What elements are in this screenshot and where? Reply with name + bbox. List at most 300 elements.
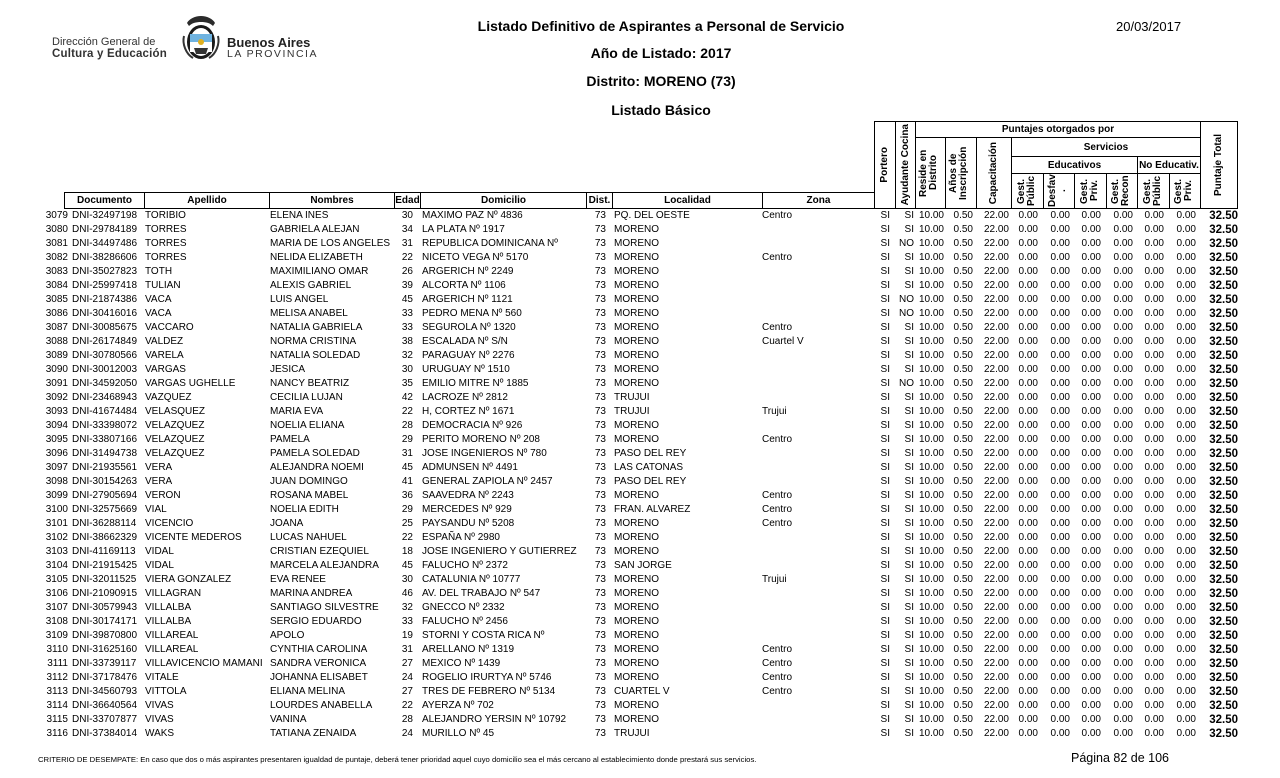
- cell-puntaje-total: 32.50: [1209, 546, 1238, 558]
- cell-gest-recon: 0.00: [1113, 602, 1133, 613]
- cell-gest-public: 0.00: [1018, 546, 1038, 557]
- cell-nombres: JUAN DOMINGO: [270, 476, 348, 487]
- cell-gest-priv: 0.00: [1081, 728, 1101, 739]
- cell-gest-public-2: 0.00: [1144, 476, 1164, 487]
- cell-capacitacion: 22.00: [983, 252, 1009, 263]
- cell-capacitacion: 22.00: [983, 294, 1009, 305]
- cell-gest-public: 0.00: [1018, 448, 1038, 459]
- cell-localidad: MORENO: [614, 672, 659, 683]
- cell-zona: Centro: [762, 210, 793, 221]
- cell-nombres: ALEXIS GABRIEL: [270, 280, 352, 291]
- cell-puntaje-total: 32.50: [1209, 266, 1238, 278]
- cell-portero: SI: [880, 672, 890, 683]
- cell-zona: Centro: [762, 490, 793, 501]
- cell-portero: SI: [880, 714, 890, 725]
- cell-documento: DNI-21874386: [72, 294, 138, 305]
- table-row: [0, 265, 1280, 279]
- cell-domicilio: SAAVEDRA Nº 2243: [422, 490, 514, 501]
- cell-gest-public-2: 0.00: [1144, 448, 1164, 459]
- cell-gest-recon: 0.00: [1113, 672, 1133, 683]
- cell-edad: 32: [401, 602, 413, 613]
- cell-capacitacion: 22.00: [983, 476, 1009, 487]
- cell-gest-recon: 0.00: [1113, 392, 1133, 403]
- cell-dist: 73: [594, 462, 606, 473]
- cell-domicilio: ALCORTA Nº 1106: [422, 280, 506, 291]
- cell-reside: 10.00: [918, 686, 944, 697]
- cell-documento: DNI-38662329: [72, 532, 138, 543]
- cell-capacitacion: 22.00: [983, 588, 1009, 599]
- cell-portero: SI: [880, 728, 890, 739]
- cell-gest-public-2: 0.00: [1144, 434, 1164, 445]
- cell-apellido: VITTOLA: [145, 686, 187, 697]
- cell-gest-priv-2: 0.00: [1176, 210, 1196, 221]
- cell-gest-priv: 0.00: [1081, 448, 1101, 459]
- cell-domicilio: EMILIO MITRE Nº 1885: [422, 378, 529, 389]
- cell-anios: 0.50: [953, 350, 973, 361]
- cell-localidad: PASO DEL REY: [614, 448, 687, 459]
- cell-edad: 25: [401, 518, 413, 529]
- cell-reside: 10.00: [918, 420, 944, 431]
- cell-capacitacion: 22.00: [983, 364, 1009, 375]
- cell-capacitacion: 22.00: [983, 238, 1009, 249]
- cell-nombres: ROSANA MABEL: [270, 490, 349, 501]
- cell-documento: DNI-30012003: [72, 364, 138, 375]
- cell-reside: 10.00: [918, 644, 944, 655]
- cell-gest-public-2: 0.00: [1144, 574, 1164, 585]
- row-index: 3104: [45, 560, 68, 571]
- cell-reside: 10.00: [918, 532, 944, 543]
- cell-portero: SI: [880, 238, 890, 249]
- cell-gest-priv: 0.00: [1081, 630, 1101, 641]
- cell-puntaje-total: 32.50: [1209, 714, 1238, 726]
- cell-zona: Trujui: [762, 574, 787, 585]
- cell-ayudante: SI: [904, 532, 914, 543]
- row-index: 3114: [46, 700, 68, 711]
- cell-ayudante: SI: [904, 364, 914, 375]
- cell-edad: 31: [401, 644, 413, 655]
- row-index: 3079: [45, 210, 68, 221]
- cell-domicilio: URUGUAY Nº 1510: [422, 364, 510, 375]
- cell-puntaje-total: 32.50: [1209, 294, 1238, 306]
- cell-reside: 10.00: [918, 252, 944, 263]
- cell-documento: DNI-27905694: [72, 490, 138, 501]
- cell-nombres: SERGIO EDUARDO: [270, 616, 362, 627]
- cell-gest-public: 0.00: [1018, 294, 1038, 305]
- cell-documento: DNI-31494738: [72, 448, 138, 459]
- cell-portero: SI: [880, 588, 890, 599]
- cell-capacitacion: 22.00: [983, 420, 1009, 431]
- cell-capacitacion: 22.00: [983, 518, 1009, 529]
- cell-gest-recon: 0.00: [1113, 700, 1133, 711]
- cell-apellido: TORRES: [145, 238, 187, 249]
- cell-documento: DNI-30154263: [72, 476, 138, 487]
- cell-edad: 41: [401, 476, 413, 487]
- cell-gest-priv: 0.00: [1081, 336, 1101, 347]
- cell-localidad: MORENO: [614, 294, 659, 305]
- cell-apellido: VACA: [145, 308, 172, 319]
- table-row: [0, 601, 1280, 615]
- cell-edad: 36: [401, 490, 413, 501]
- table-row: [0, 307, 1280, 321]
- cell-gest-recon: 0.00: [1113, 588, 1133, 599]
- cell-edad: 28: [401, 420, 413, 431]
- cell-gest-public-2: 0.00: [1144, 644, 1164, 655]
- cell-gest-priv-2: 0.00: [1176, 644, 1196, 655]
- cell-anios: 0.50: [953, 462, 973, 473]
- cell-gest-priv-2: 0.00: [1176, 532, 1196, 543]
- cell-gest-recon: 0.00: [1113, 476, 1133, 487]
- cell-gest-recon: 0.00: [1113, 364, 1133, 375]
- cell-gest-priv-2: 0.00: [1176, 448, 1196, 459]
- cell-dist: 73: [594, 630, 606, 641]
- cell-apellido: VIDAL: [145, 560, 174, 571]
- cell-gest-public-2: 0.00: [1144, 420, 1164, 431]
- cell-documento: DNI-33398072: [72, 420, 138, 431]
- cell-gest-priv: 0.00: [1081, 532, 1101, 543]
- document-title: Listado Definitivo de Aspirantes a Personal de Servicio: [477, 18, 845, 34]
- cell-domicilio: CATALUNIA Nº 10777: [422, 574, 521, 585]
- cell-gest-public: 0.00: [1018, 504, 1038, 515]
- cell-gest-priv: 0.00: [1081, 686, 1101, 697]
- cell-gest-recon: 0.00: [1113, 336, 1133, 347]
- table-row: [0, 447, 1280, 461]
- col-capacitacion: [976, 137, 1012, 209]
- table-row: [0, 517, 1280, 531]
- cell-desfav: 0.00: [1050, 700, 1070, 711]
- cell-gest-recon: 0.00: [1113, 714, 1133, 725]
- cell-gest-public-2: 0.00: [1144, 336, 1164, 347]
- cell-gest-recon: 0.00: [1113, 518, 1133, 529]
- table-row: [0, 685, 1280, 699]
- cell-desfav: 0.00: [1050, 210, 1070, 221]
- table-row: [0, 545, 1280, 559]
- cell-ayudante: SI: [904, 518, 914, 529]
- cell-capacitacion: 22.00: [983, 490, 1009, 501]
- cell-anios: 0.50: [953, 364, 973, 375]
- cell-capacitacion: 22.00: [983, 630, 1009, 641]
- col-desfav-label: Desfav .: [1047, 174, 1068, 208]
- cell-gest-priv-2: 0.00: [1176, 574, 1196, 585]
- cell-ayudante: SI: [904, 350, 914, 361]
- cell-zona: Centro: [762, 644, 793, 655]
- cell-localidad: TRUJUI: [614, 406, 650, 417]
- col-gest-priv-2: [1169, 173, 1201, 209]
- cell-gest-public-2: 0.00: [1144, 658, 1164, 669]
- cell-puntaje-total: 32.50: [1209, 210, 1238, 222]
- cell-dist: 73: [594, 672, 606, 683]
- cell-desfav: 0.00: [1050, 560, 1070, 571]
- cell-nombres: MAXIMILIANO OMAR: [270, 266, 369, 277]
- cell-zona: Centro: [762, 322, 793, 333]
- cell-apellido: VICENCIO: [145, 518, 194, 529]
- row-index: 3082: [45, 252, 68, 263]
- cell-domicilio: ARGERICH Nº 2249: [422, 266, 514, 277]
- cell-gest-priv: 0.00: [1081, 644, 1101, 655]
- col-documento: Documento: [64, 192, 145, 209]
- cell-capacitacion: 22.00: [983, 574, 1009, 585]
- cell-localidad: MORENO: [614, 574, 659, 585]
- cell-dist: 73: [594, 686, 606, 697]
- cell-localidad: MORENO: [614, 322, 659, 333]
- cell-localidad: MORENO: [614, 588, 659, 599]
- cell-edad: 46: [401, 588, 413, 599]
- cell-puntaje-total: 32.50: [1209, 602, 1238, 614]
- cell-anios: 0.50: [953, 238, 973, 249]
- cell-capacitacion: 22.00: [983, 504, 1009, 515]
- cell-gest-priv-2: 0.00: [1176, 434, 1196, 445]
- col-gest-recon-label: Gest. Recon: [1110, 175, 1131, 207]
- cell-apellido: VILLALBA: [145, 602, 192, 613]
- col-zona: Zona: [762, 192, 875, 209]
- cell-gest-public-2: 0.00: [1144, 714, 1164, 725]
- row-index: 3110: [46, 644, 68, 655]
- table-row: [0, 461, 1280, 475]
- cell-gest-priv-2: 0.00: [1176, 700, 1196, 711]
- cell-apellido: VARELA: [145, 350, 184, 361]
- row-index: 3107: [45, 602, 68, 613]
- cell-gest-public: 0.00: [1018, 462, 1038, 473]
- cell-edad: 33: [401, 308, 413, 319]
- cell-puntaje-total: 32.50: [1209, 630, 1238, 642]
- table-row: [0, 657, 1280, 671]
- table-row: [0, 587, 1280, 601]
- cell-localidad: MORENO: [614, 308, 659, 319]
- cell-ayudante: SI: [904, 728, 914, 739]
- cell-portero: SI: [880, 420, 890, 431]
- cell-gest-public: 0.00: [1018, 308, 1038, 319]
- row-index: 3087: [45, 322, 68, 333]
- logo-brand-sub: LA PROVINCIA: [227, 48, 318, 60]
- cell-gest-priv-2: 0.00: [1176, 658, 1196, 669]
- cell-zona: Centro: [762, 658, 793, 669]
- cell-edad: 30: [401, 364, 413, 375]
- cell-domicilio: AV. DEL TRABAJO Nº 547: [422, 588, 541, 599]
- table-row: [0, 671, 1280, 685]
- col-ayudante: [895, 121, 916, 209]
- col-reside-label: Reside en Distrito: [917, 149, 939, 197]
- cell-dist: 73: [594, 210, 606, 221]
- cell-anios: 0.50: [953, 252, 973, 263]
- cell-apellido: VACA: [145, 294, 172, 305]
- cell-edad: 19: [401, 630, 413, 641]
- cell-documento: DNI-30174171: [72, 616, 138, 627]
- cell-anios: 0.50: [953, 658, 973, 669]
- col-anios: [945, 137, 977, 209]
- cell-localidad: MORENO: [614, 364, 659, 375]
- cell-domicilio: STORNI Y COSTA RICA Nº: [422, 630, 545, 641]
- cell-ayudante: SI: [904, 210, 914, 221]
- cell-dist: 73: [594, 350, 606, 361]
- cell-ayudante: SI: [904, 644, 914, 655]
- cell-capacitacion: 22.00: [983, 266, 1009, 277]
- cell-localidad: MORENO: [614, 280, 659, 291]
- col-no-educativ-group: No Educativ.: [1137, 156, 1201, 174]
- table-row: [0, 251, 1280, 265]
- col-portero-label: Portero: [879, 147, 890, 183]
- cell-portero: SI: [880, 322, 890, 333]
- row-index: 3116: [46, 728, 68, 739]
- col-domicilio: Domicilio: [420, 192, 587, 209]
- cell-portero: SI: [880, 532, 890, 543]
- cell-edad: 27: [401, 658, 413, 669]
- cell-ayudante: SI: [904, 616, 914, 627]
- cell-zona: Centro: [762, 252, 793, 263]
- cell-desfav: 0.00: [1050, 308, 1070, 319]
- cell-gest-priv-2: 0.00: [1176, 238, 1196, 249]
- cell-anios: 0.50: [953, 616, 973, 627]
- cell-edad: 38: [401, 336, 413, 347]
- cell-ayudante: SI: [904, 476, 914, 487]
- cell-gest-priv: 0.00: [1081, 574, 1101, 585]
- cell-portero: SI: [880, 630, 890, 641]
- cell-documento: DNI-30416016: [72, 308, 138, 319]
- cell-reside: 10.00: [918, 392, 944, 403]
- cell-gest-priv-2: 0.00: [1176, 728, 1196, 739]
- cell-gest-priv: 0.00: [1081, 700, 1101, 711]
- cell-dist: 73: [594, 294, 606, 305]
- cell-desfav: 0.00: [1050, 728, 1070, 739]
- cell-portero: SI: [880, 560, 890, 571]
- cell-nombres: LOURDES ANABELLA: [270, 700, 373, 711]
- cell-dist: 73: [594, 406, 606, 417]
- col-portero: [874, 121, 896, 209]
- row-index: 3112: [46, 672, 68, 683]
- cell-puntaje-total: 32.50: [1209, 350, 1238, 362]
- cell-gest-public-2: 0.00: [1144, 490, 1164, 501]
- cell-dist: 73: [594, 476, 606, 487]
- cell-puntaje-total: 32.50: [1209, 448, 1238, 460]
- cell-edad: 29: [401, 504, 413, 515]
- row-index: 3111: [47, 658, 68, 669]
- cell-capacitacion: 22.00: [983, 560, 1009, 571]
- cell-documento: DNI-26174849: [72, 336, 138, 347]
- cell-nombres: CECILIA LUJAN: [270, 392, 343, 403]
- row-index: 3113: [46, 686, 68, 697]
- cell-ayudante: SI: [904, 392, 914, 403]
- cell-capacitacion: 22.00: [983, 700, 1009, 711]
- cell-gest-recon: 0.00: [1113, 308, 1133, 319]
- cell-gest-public-2: 0.00: [1144, 700, 1164, 711]
- cell-domicilio: LA PLATA Nº 1917: [422, 224, 505, 235]
- cell-dist: 73: [594, 644, 606, 655]
- col-capacitacion-label: Capacitación: [988, 141, 999, 205]
- col-gest-public-2: [1137, 173, 1170, 209]
- cell-gest-priv: 0.00: [1081, 672, 1101, 683]
- cell-ayudante: SI: [904, 224, 914, 235]
- cell-domicilio: MAXIMO PAZ Nº 4836: [422, 210, 523, 221]
- cell-desfav: 0.00: [1050, 350, 1070, 361]
- cell-gest-priv-2: 0.00: [1176, 280, 1196, 291]
- cell-documento: DNI-30579943: [72, 602, 138, 613]
- cell-reside: 10.00: [918, 294, 944, 305]
- cell-gest-public: 0.00: [1018, 630, 1038, 641]
- cell-ayudante: NO: [899, 378, 914, 389]
- cell-gest-priv: 0.00: [1081, 588, 1101, 599]
- cell-puntaje-total: 32.50: [1209, 308, 1238, 320]
- cell-gest-priv-2: 0.00: [1176, 336, 1196, 347]
- cell-dist: 73: [594, 700, 606, 711]
- cell-dist: 73: [594, 546, 606, 557]
- cell-documento: DNI-36288114: [72, 518, 137, 529]
- cell-gest-recon: 0.00: [1113, 490, 1133, 501]
- cell-apellido: VACCARO: [145, 322, 194, 333]
- cell-gest-recon: 0.00: [1113, 616, 1133, 627]
- cell-gest-recon: 0.00: [1113, 210, 1133, 221]
- cell-documento: DNI-37178476: [72, 672, 138, 683]
- table-row: [0, 531, 1280, 545]
- cell-localidad: MORENO: [614, 378, 659, 389]
- cell-reside: 10.00: [918, 700, 944, 711]
- table-row: [0, 391, 1280, 405]
- cell-dist: 73: [594, 224, 606, 235]
- table-row: [0, 405, 1280, 419]
- table-row: [0, 727, 1280, 741]
- cell-gest-priv: 0.00: [1081, 406, 1101, 417]
- cell-ayudante: NO: [899, 294, 914, 305]
- cell-apellido: VALDEZ: [145, 336, 184, 347]
- cell-anios: 0.50: [953, 588, 973, 599]
- cell-gest-priv: 0.00: [1081, 252, 1101, 263]
- cell-desfav: 0.00: [1050, 238, 1070, 249]
- cell-ayudante: SI: [904, 490, 914, 501]
- cell-anios: 0.50: [953, 294, 973, 305]
- cell-apellido: VELASQUEZ: [145, 406, 206, 417]
- cell-gest-priv-2: 0.00: [1176, 686, 1196, 697]
- cell-gest-priv-2: 0.00: [1176, 308, 1196, 319]
- cell-anios: 0.50: [953, 672, 973, 683]
- cell-capacitacion: 22.00: [983, 392, 1009, 403]
- row-index: 3100: [45, 504, 68, 515]
- cell-desfav: 0.00: [1050, 364, 1070, 375]
- cell-gest-priv: 0.00: [1081, 504, 1101, 515]
- cell-localidad: MORENO: [614, 266, 659, 277]
- cell-zona: Centro: [762, 686, 793, 697]
- cell-ayudante: SI: [904, 462, 914, 473]
- cell-portero: SI: [880, 546, 890, 557]
- row-index: 3106: [45, 588, 68, 599]
- cell-dist: 73: [594, 518, 606, 529]
- cell-reside: 10.00: [918, 714, 944, 725]
- cell-gest-priv-2: 0.00: [1176, 378, 1196, 389]
- cell-gest-priv: 0.00: [1081, 476, 1101, 487]
- cell-localidad: MORENO: [614, 490, 659, 501]
- row-index: 3092: [45, 392, 68, 403]
- cell-reside: 10.00: [918, 546, 944, 557]
- col-gest-recon: [1106, 173, 1138, 209]
- cell-localidad: TRUJUI: [614, 728, 650, 739]
- cell-apellido: VERA: [145, 462, 173, 473]
- col-educativos-group: Educativos: [1011, 156, 1138, 174]
- cell-portero: SI: [880, 224, 890, 235]
- cell-anios: 0.50: [953, 560, 973, 571]
- cell-capacitacion: 22.00: [983, 546, 1009, 557]
- cell-portero: SI: [880, 378, 890, 389]
- cell-nombres: LUCAS NAHUEL: [270, 532, 347, 543]
- cell-reside: 10.00: [918, 336, 944, 347]
- cell-nombres: JOANA: [270, 518, 304, 529]
- cell-puntaje-total: 32.50: [1209, 672, 1238, 684]
- table-row: [0, 699, 1280, 713]
- cell-gest-public: 0.00: [1018, 392, 1038, 403]
- cell-edad: 22: [401, 532, 413, 543]
- cell-gest-recon: 0.00: [1113, 350, 1133, 361]
- cell-puntaje-total: 32.50: [1209, 406, 1238, 418]
- cell-nombres: MARCELA ALEJANDRA: [270, 560, 379, 571]
- cell-puntaje-total: 32.50: [1209, 434, 1238, 446]
- cell-ayudante: SI: [904, 322, 914, 333]
- cell-gest-public-2: 0.00: [1144, 546, 1164, 557]
- cell-nombres: LUIS ANGEL: [270, 294, 329, 305]
